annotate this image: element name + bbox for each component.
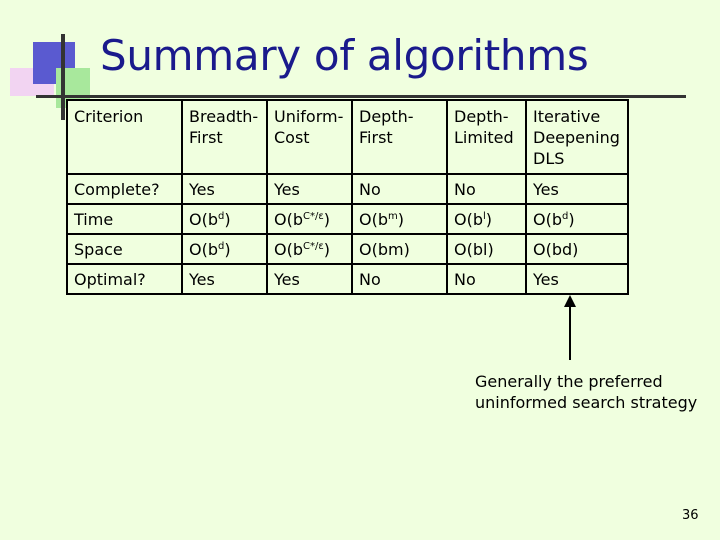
- cell-text: Yes: [189, 270, 215, 289]
- row-label-cell: [67, 234, 182, 264]
- cell-text: Complete?: [74, 180, 160, 199]
- table-cell: [526, 204, 628, 234]
- table-header-row: [67, 100, 628, 174]
- cell-text-tail: ): [224, 210, 231, 229]
- table-cell: [447, 264, 526, 294]
- cell-text: No: [359, 180, 381, 199]
- header-line: Limited: [454, 128, 514, 147]
- row-label-cell: [67, 174, 182, 204]
- table-cell: [267, 234, 352, 264]
- cell-text: O(bm): [359, 240, 410, 259]
- cell-exponent: C*/ε: [303, 241, 324, 252]
- cell-text: No: [454, 180, 476, 199]
- table-cell: [352, 204, 447, 234]
- header-line: Deepening: [533, 128, 620, 147]
- table-cell: [352, 264, 447, 294]
- header-line: DLS: [533, 149, 565, 168]
- row-label-cell: [67, 264, 182, 294]
- table-cell: [526, 174, 628, 204]
- header-line: Cost: [274, 128, 310, 147]
- header-line: Uniform-: [274, 107, 344, 126]
- table-cell: [352, 234, 447, 264]
- cell-text: Yes: [533, 270, 559, 289]
- cell-text: Time: [74, 210, 114, 229]
- header-cell-depth-first: [352, 100, 447, 174]
- table-cell: [447, 204, 526, 234]
- cell-text-tail: ): [323, 210, 331, 229]
- table-cell: [267, 204, 352, 234]
- table-row: [67, 264, 628, 294]
- row-label-cell: [67, 204, 182, 234]
- table-cell: [352, 174, 447, 204]
- algorithms-summary-table: [66, 99, 629, 295]
- cell-text: Yes: [274, 180, 300, 199]
- cell-text: Yes: [533, 180, 559, 199]
- table-row: [67, 234, 628, 264]
- table-cell: [182, 204, 267, 234]
- header-cell-breadth-first: [182, 100, 267, 174]
- table-row: [67, 174, 628, 204]
- cell-text: Optimal?: [74, 270, 146, 289]
- annotation-line: Generally the preferred: [475, 372, 663, 391]
- table-cell: [182, 234, 267, 264]
- cell-text-tail: ): [397, 210, 404, 229]
- table-row: [67, 204, 628, 234]
- cell-text: Yes: [189, 180, 215, 199]
- cell-text: No: [454, 270, 476, 289]
- cell-text: O(b: [533, 210, 562, 229]
- header-cell-criterion: [67, 100, 182, 174]
- cell-text-tail: ): [568, 210, 575, 229]
- header-line: Criterion: [74, 107, 144, 126]
- header-cell-iterative-deepening: [526, 100, 628, 174]
- annotation-arrow: [560, 294, 580, 362]
- cell-text-tail: ): [224, 240, 231, 259]
- header-line: Depth-: [454, 107, 509, 126]
- header-cell-depth-limited: [447, 100, 526, 174]
- header-line: Breadth-: [189, 107, 259, 126]
- table-cell: [267, 264, 352, 294]
- decor-vertical-rule: [61, 34, 65, 120]
- page-number: 36: [682, 508, 699, 523]
- cell-text: O(b: [454, 210, 483, 229]
- cell-text: Yes: [274, 270, 300, 289]
- cell-text: O(b: [359, 210, 388, 229]
- cell-text-tail: ): [485, 210, 493, 229]
- slide-title: Summary of algorithms: [100, 31, 589, 80]
- table-cell: [182, 264, 267, 294]
- annotation-line: uninformed search strategy: [475, 393, 698, 412]
- cell-exponent: d: [218, 211, 225, 222]
- cell-text-tail: ): [323, 240, 331, 259]
- cell-text: O(bl): [454, 240, 494, 259]
- cell-text: O(b: [274, 240, 303, 259]
- header-cell-uniform-cost: [267, 100, 352, 174]
- cell-exponent: C*/ε: [303, 211, 324, 222]
- header-line: Iterative: [533, 107, 601, 126]
- cell-text: O(b: [274, 210, 303, 229]
- annotation-note: [475, 371, 697, 413]
- cell-text: O(b: [189, 240, 218, 259]
- title-underline-rule: [36, 95, 686, 98]
- cell-text: O(b: [189, 210, 218, 229]
- table-cell: [526, 264, 628, 294]
- cell-text: No: [359, 270, 381, 289]
- header-line: First: [189, 128, 223, 147]
- header-line: First: [359, 128, 393, 147]
- table-cell: [526, 234, 628, 264]
- cell-exponent: l: [483, 211, 486, 222]
- header-line: Depth-: [359, 107, 414, 126]
- cell-exponent: d: [562, 211, 569, 222]
- table-cell: [182, 174, 267, 204]
- cell-text: O(bd): [533, 240, 579, 259]
- cell-exponent: m: [388, 211, 398, 222]
- table-cell: [267, 174, 352, 204]
- cell-text: Space: [74, 240, 123, 259]
- table-cell: [447, 234, 526, 264]
- table-cell: [447, 174, 526, 204]
- arrow-head-icon: [564, 295, 576, 307]
- cell-exponent: d: [218, 241, 225, 252]
